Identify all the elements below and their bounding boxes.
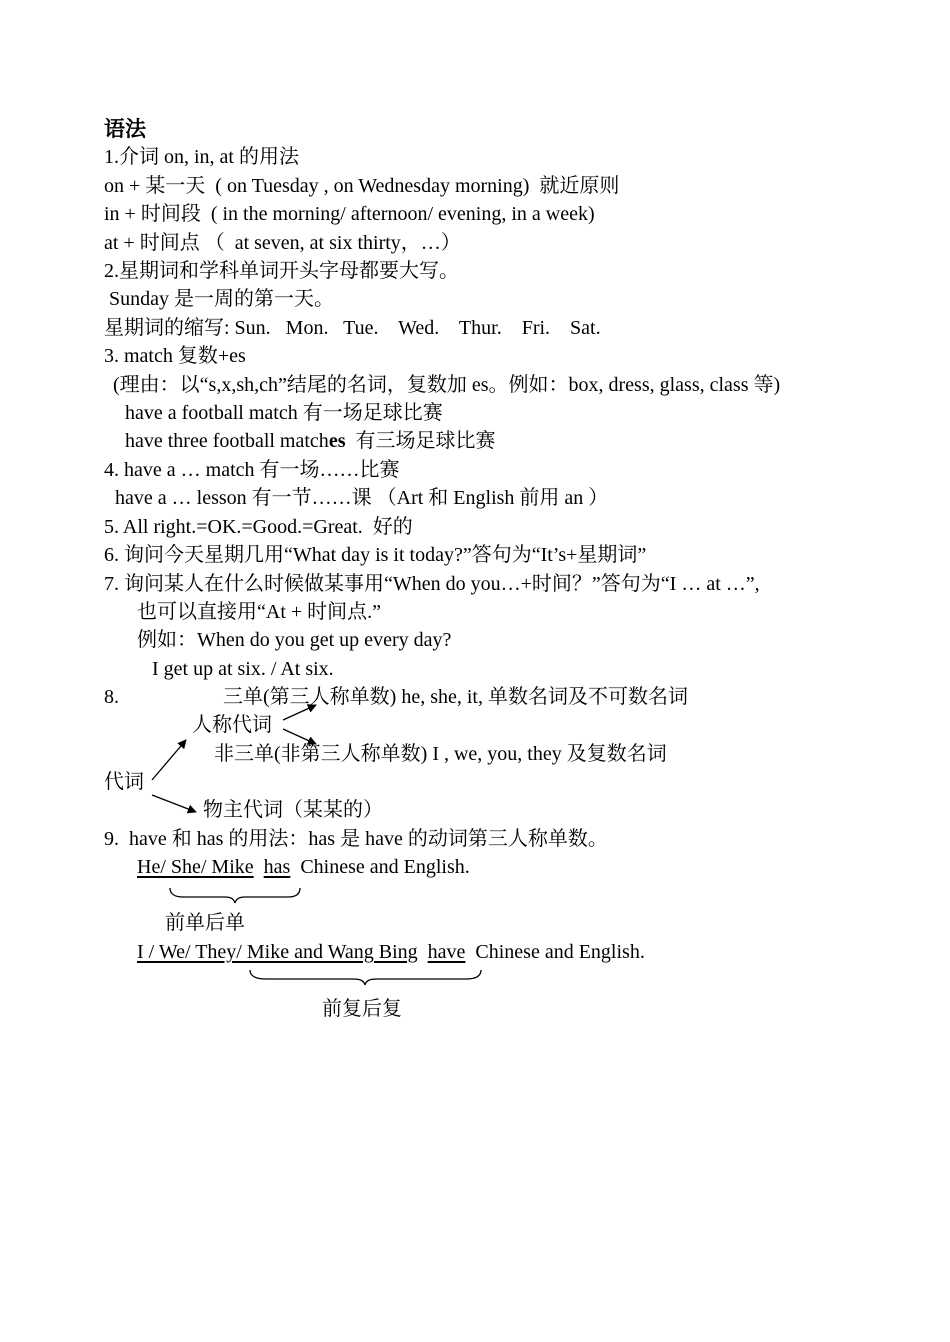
section-6: 6. 询问今天星期几用“What day is it today?”答句为“It’s+星期词”: [104, 544, 647, 566]
rule-on: on + 某一天 ( on Tuesday , on Wednesday morning) 就近原则: [104, 175, 620, 197]
plural-note: 前复后复: [322, 998, 402, 1020]
arrow-to-third-singular: [283, 705, 316, 720]
arrow-to-possessive-pronoun: [152, 795, 196, 812]
lesson-phrase: have a … lesson 有一节……课 （Art 和 English 前用 an ）: [115, 487, 609, 509]
section-2-heading: 2.星期词和学科单词开头字母都要大写。: [104, 260, 459, 282]
brace-singular: [170, 888, 300, 903]
section-8-number: 8.: [104, 686, 119, 708]
singular-note: 前单后单: [165, 912, 245, 934]
section-7-alternative: 也可以直接用“At + 时间点.”: [137, 601, 382, 623]
match-plural-stem: have three football match: [125, 430, 329, 452]
rule-in: in + 时间段 ( in the morning/ afternoon/ evening, in a week): [104, 203, 595, 225]
section-3-heading: 3. match 复数+es: [104, 345, 246, 367]
match-plural-meaning: 有三场足球比赛: [345, 430, 496, 452]
have-example-object: Chinese and English.: [475, 941, 645, 963]
personal-pronoun-label: 人称代词: [192, 714, 272, 736]
brace-plural: [250, 970, 481, 985]
plural-reason: (理由：以“s,x,sh,ch”结尾的名词，复数加 es。例如：box, dress, glass, class 等): [113, 374, 781, 396]
has-example-object: Chinese and English.: [300, 856, 470, 878]
has-verb: has: [263, 856, 291, 878]
match-example-singular: have a football match 有一场足球比赛: [125, 402, 443, 424]
rule-at: at + 时间点 （ at seven, at six thirty，…）: [104, 232, 461, 254]
possessive-pronoun-label: 物主代词（某某的）: [203, 799, 383, 821]
section-9-heading: 9. have 和 has 的用法：has 是 have 的动词第三人称单数。: [104, 828, 608, 850]
section-4-heading: 4. have a … match 有一场……比赛: [104, 459, 400, 481]
have-verb: have: [427, 941, 466, 963]
non-third-person-singular: 非三单(非第三人称单数) I , we, you, they 及复数名词: [214, 743, 667, 765]
weekday-abbreviations: 星期词的缩写: Sun. Mon. Tue. Wed. Thur. Fri. Sat.: [104, 317, 601, 339]
section-1-heading: 1.介词 on, in, at 的用法: [104, 146, 299, 168]
section-7-heading: 7. 询问某人在什么时候做某事用“When do you…+时间？”答句为“I … at …”,: [104, 573, 760, 595]
section-7-example-question: 例如：When do you get up every day?: [137, 629, 452, 651]
singular-subject: He/ She/ Mike: [137, 856, 254, 878]
plural-subject: I / We/ They/ Mike and Wang Bing: [137, 941, 418, 963]
third-person-singular: 三单(第三人称单数) he, she, it, 单数名词及不可数名词: [223, 686, 688, 708]
section-7-example-answer: I get up at six. / At six.: [152, 658, 334, 680]
page-title: 语法: [104, 117, 146, 141]
arrow-to-non-third: [283, 729, 316, 744]
plural-ending: es: [328, 430, 346, 452]
section-5: 5. All right.=OK.=Good.=Great. 好的: [104, 516, 413, 538]
arrow-to-personal-pronoun: [152, 740, 186, 780]
sunday-note: Sunday 是一周的第一天。: [104, 288, 334, 310]
pronoun-label: 代词: [104, 771, 144, 793]
